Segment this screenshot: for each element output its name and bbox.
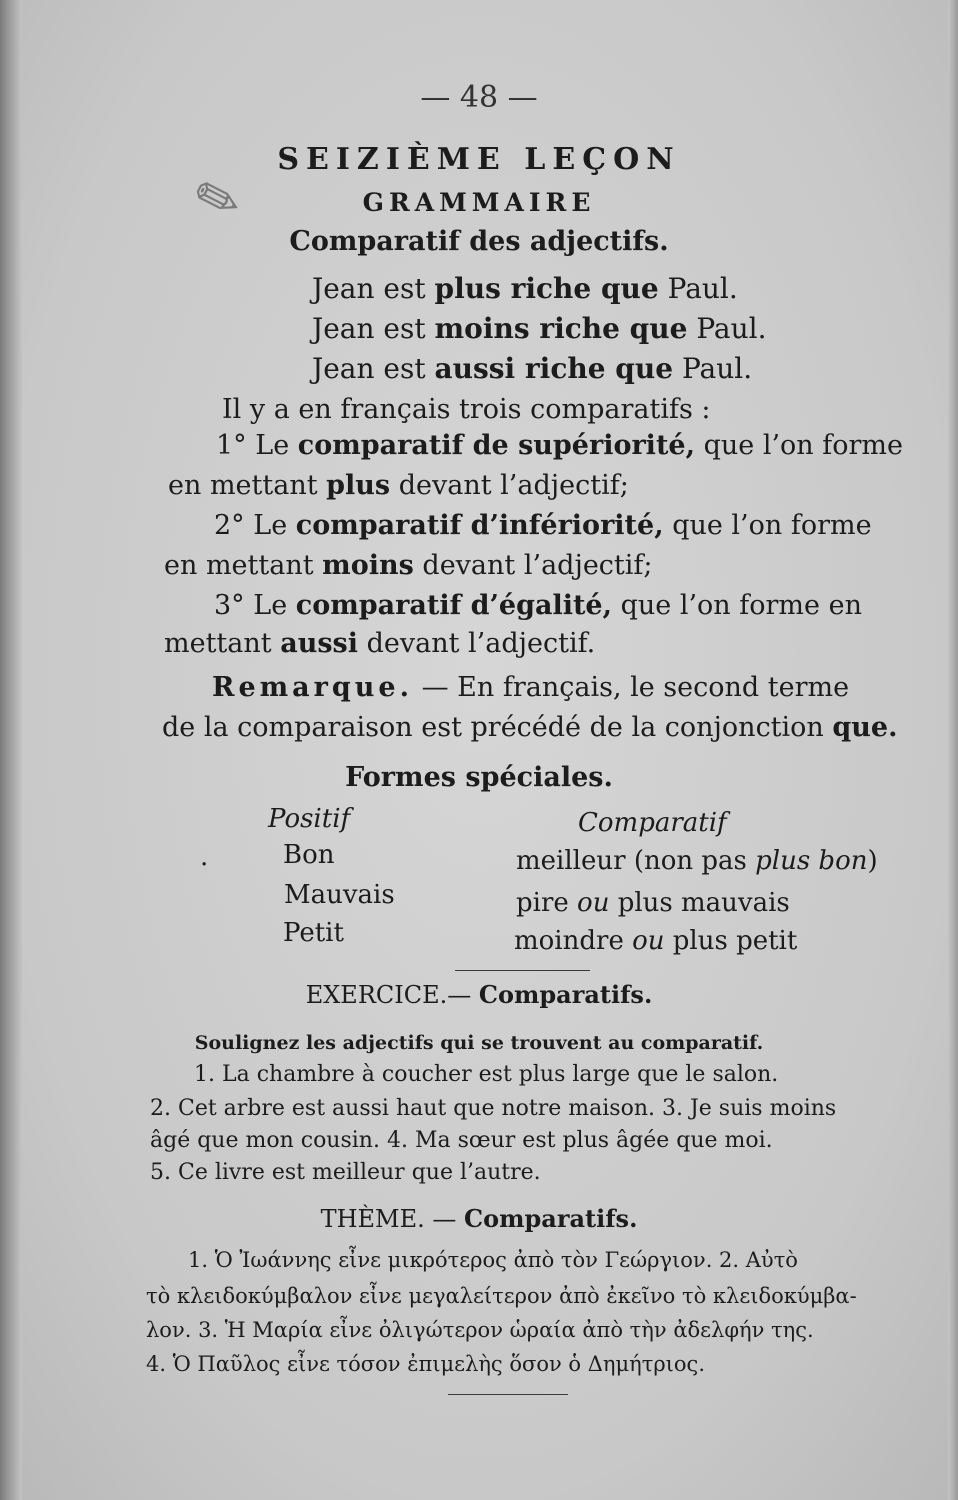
rule-egalite-cont: mettant aussi devant l’adjectif.: [164, 628, 596, 659]
greek-sentence: λον. 3. Ἡ Μαρία εἶνε ὀλιγώτερον ὡραία ἀπὸ τὴν ἀδελφήν της.: [146, 1318, 814, 1342]
rule-inferiorite: 2° Le comparatif d’infériorité, que l’on forme: [214, 510, 872, 541]
divider: [455, 970, 590, 971]
exercice-heading: EXERCICE.— Comparatifs.: [305, 980, 653, 1009]
greek-sentence: 4. Ὁ Παῦλος εἶνε τόσον ἐπιμελὴς ὅσον ὁ Δημήτριος.: [146, 1352, 705, 1376]
page-number: — 48 —: [420, 80, 538, 115]
comparatif-cell: pire ou plus mauvais: [516, 888, 790, 918]
exercise-sentence: 5. Ce livre est meilleur que l’autre.: [150, 1160, 541, 1185]
example-sentence: Jean est aussi riche que Paul.: [312, 352, 753, 385]
positif-cell: Mauvais: [284, 880, 395, 910]
greek-sentence: τὸ κλειδοκύμβαλον εἶνε μεγαλείτερον ἀπὸ ἐκεῖνο τὸ κλειδοκύμβα-: [146, 1284, 857, 1308]
comparatif-cell: meilleur (non pas plus bon): [516, 846, 878, 876]
exercice-instruction: Soulignez les adjectifs qui se trouvent au comparatif.: [194, 1032, 764, 1054]
pencil-mark-icon: ✎: [186, 162, 249, 237]
exercise-sentence: 2. Cet arbre est aussi haut que notre maison. 3. Je suis moins: [150, 1096, 837, 1121]
comparatif-cell: moindre ou plus petit: [514, 926, 798, 956]
lesson-title: SEIZIÈME LEÇON: [277, 142, 681, 177]
example-sentence: Jean est moins riche que Paul.: [312, 312, 767, 345]
remarque-cont: de la comparaison est précédé de la conjonction que.: [162, 712, 898, 743]
rule-superiorite: 1° Le comparatif de supériorité, que l’on forme: [216, 430, 903, 461]
remarque: Remarque. — En français, le second terme: [212, 672, 850, 703]
exercise-sentence: âgé que mon cousin. 4. Ma sœur est plus âgée que moi.: [150, 1128, 773, 1153]
comparatif-header: Comparatif: [578, 808, 727, 838]
rule-egalite: 3° Le comparatif d’égalité, que l’on forme en: [214, 590, 862, 621]
stray-dot: .: [200, 842, 209, 872]
divider: [448, 1394, 568, 1395]
positif-cell: Bon: [283, 840, 335, 870]
exercise-sentence: 1. La chambre à coucher est plus large que le salon.: [194, 1062, 779, 1087]
positif-cell: Petit: [283, 918, 344, 948]
topic-heading: Comparatif des adjectifs.: [289, 226, 669, 257]
remarque-label: Remarque.: [212, 672, 413, 703]
positif-header: Positif: [268, 804, 351, 834]
theme-heading: THÈME. — Comparatifs.: [320, 1204, 638, 1233]
intro-text: Il y a en français trois comparatifs :: [222, 394, 711, 425]
formes-speciales-heading: Formes spéciales.: [345, 762, 613, 793]
rule-superiorite-cont: en mettant plus devant l’adjectif;: [168, 470, 629, 501]
page-edge: [948, 0, 958, 1500]
example-sentence: Jean est plus riche que Paul.: [312, 272, 738, 305]
book-spine-shadow: [0, 0, 22, 1500]
rule-inferiorite-cont: en mettant moins devant l’adjectif;: [164, 550, 653, 581]
greek-sentence: 1. Ὁ Ἰωάννης εἶνε μικρότερος ἀπὸ τὸν Γεώργιον. 2. Αὐτὸ: [188, 1248, 798, 1272]
section-heading: GRAMMAIRE: [362, 188, 596, 217]
